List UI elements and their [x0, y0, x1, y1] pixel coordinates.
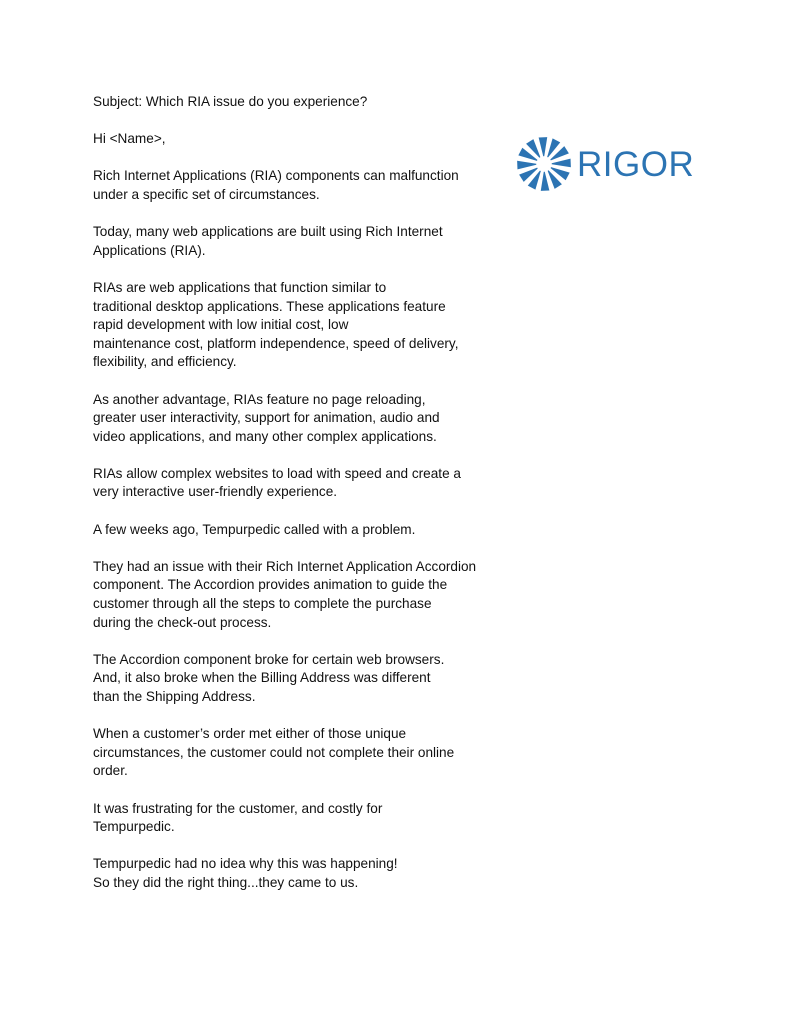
paragraph-line: When a customer’s order met either of those unique [93, 726, 407, 742]
rigor-logo [515, 133, 700, 195]
paragraph-line: RIAs allow complex websites to load with speed and create a [93, 465, 461, 481]
logo-wordmark: RIGOR [577, 144, 695, 184]
paragraph-line: Today, many web applications are built using Rich Internet [93, 224, 443, 240]
burst-logo-icon [515, 135, 573, 193]
paragraph [93, 391, 513, 447]
paragraph-line: flexibility, and efficiency. [93, 354, 237, 370]
paragraph [93, 855, 513, 892]
paragraph-line: It was frustrating for the customer, and costly for [93, 800, 383, 816]
paragraph-line: RIAs are web applications that function similar to [93, 279, 387, 295]
paragraph-line: Tempurpedic had no idea why this was happening! [93, 856, 398, 872]
greeting-text: Hi <Name>, [93, 131, 166, 147]
paragraph-line: A few weeks ago, Tempurpedic called with a problem. [93, 521, 416, 537]
paragraph-line: very interactive user-friendly experience. [93, 484, 338, 500]
paragraph [93, 521, 513, 540]
logo-blade [541, 172, 550, 191]
paragraph-line: They had an issue with their Rich Internet Application Accordion [93, 558, 477, 574]
paragraph-line: component. The Accordion provides animation to guide the [93, 577, 448, 593]
paragraph-line: during the check-out process. [93, 614, 272, 630]
letter-body [93, 93, 513, 911]
paragraph-line: than the Shipping Address. [93, 689, 256, 704]
paragraph [93, 279, 513, 372]
paragraph-line: rapid development with low initial cost, low [93, 317, 349, 333]
paragraph-line: Tempurpedic. [93, 819, 175, 835]
paragraph [93, 800, 513, 837]
paragraph-line: maintenance cost, platform independence, speed of delivery, [93, 335, 459, 351]
paragraph [93, 167, 513, 204]
paragraph-line: And, it also broke when the Billing Address was different [93, 670, 431, 686]
paragraph-line: So they did the right thing...they came to us. [93, 874, 359, 890]
subject-line [93, 93, 513, 112]
paragraph-line: greater user interactivity, support for animation, audio and [93, 410, 440, 426]
paragraph [93, 558, 513, 632]
paragraph-line: video applications, and many other complex applications. [93, 428, 437, 444]
paragraph-line: As another advantage, RIAs feature no page reloading, [93, 391, 426, 407]
greeting [93, 130, 513, 149]
subject-text: Subject: Which RIA issue do you experience? [93, 94, 368, 109]
paragraph-line: traditional desktop applications. These applications feature [93, 298, 446, 314]
logo-blade [552, 159, 571, 168]
paragraph [93, 725, 513, 781]
paragraph-line: circumstances, the customer could not complete their online [93, 744, 455, 760]
paragraph-line: under a specific set of circumstances. [93, 186, 320, 202]
paragraph-line: order. [93, 763, 128, 779]
paragraph-line: The Accordion component broke for certain web browsers. [93, 651, 445, 667]
paragraph [93, 223, 513, 260]
logo-blade [539, 137, 548, 156]
paragraph-line: Applications (RIA). [93, 242, 206, 258]
logo-blade [517, 161, 536, 170]
paragraph [93, 651, 513, 707]
paragraph-line: Rich Internet Applications (RIA) components can malfunction [93, 168, 459, 184]
paragraph [93, 465, 513, 502]
paragraph-line: customer through all the steps to complete the purchase [93, 596, 432, 612]
